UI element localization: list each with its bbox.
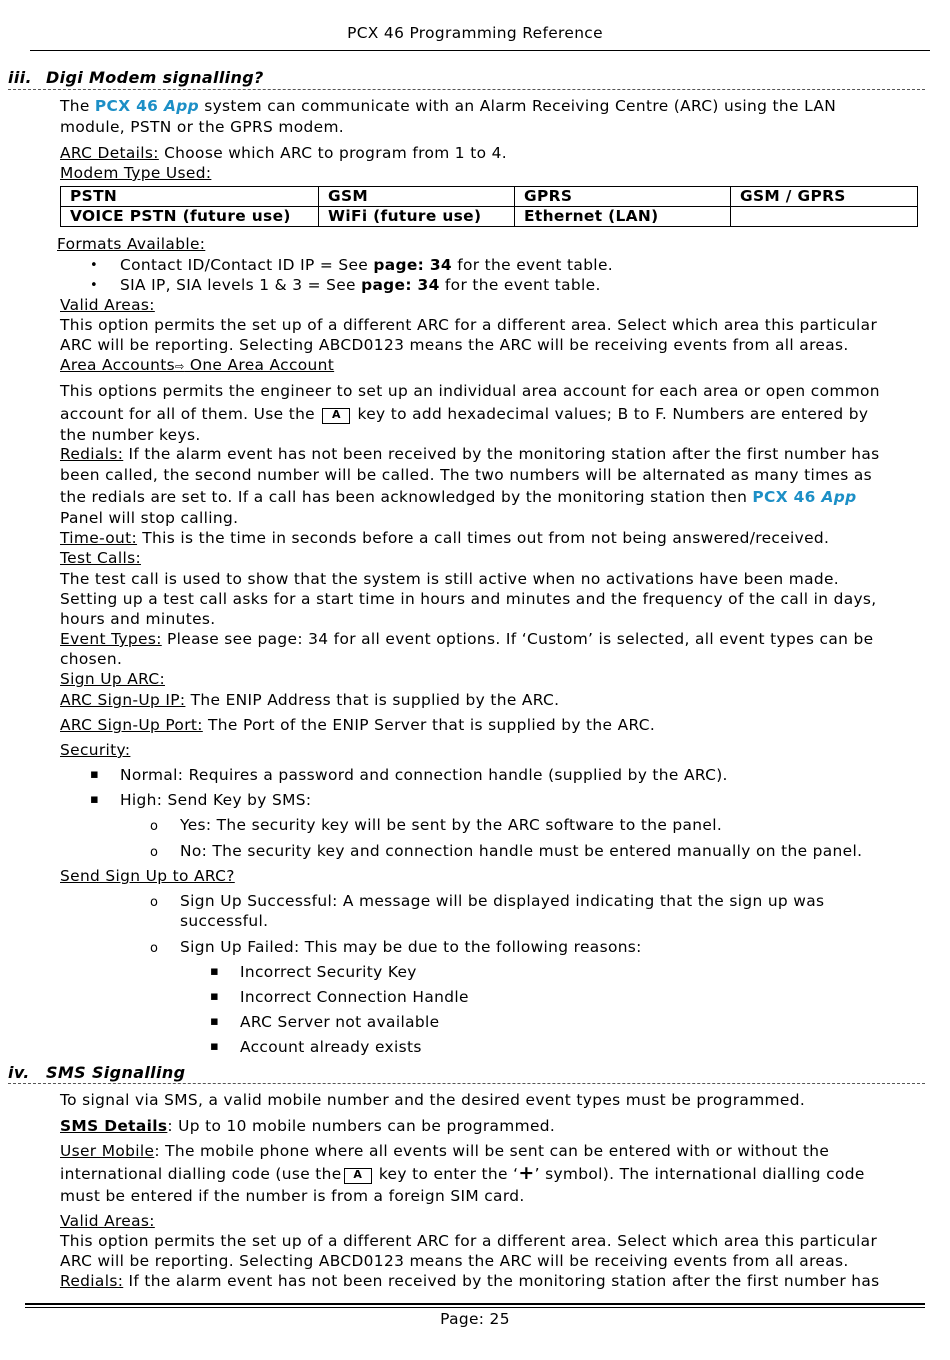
intro-line-1 xyxy=(60,97,836,115)
bullet-square-icon: ▪ xyxy=(90,767,100,782)
modem-type-table xyxy=(60,186,918,227)
footer-rule-thin xyxy=(25,1307,925,1308)
redials-label: Redials: xyxy=(60,445,124,463)
redials-line-1: Redials: If the alarm event has not been received by the monitoring station after the first number has xyxy=(60,445,880,463)
modem-type-label: Modem Type Used: xyxy=(60,164,212,182)
send-sign-up-label: Send Sign Up to ARC? xyxy=(60,867,235,885)
arc-details xyxy=(60,144,507,162)
bullet-circle-icon: o xyxy=(150,819,159,834)
list-item: Yes: The security key will be sent by the ARC software to the panel. xyxy=(180,816,723,834)
list-item: ARC Server not available xyxy=(240,1013,440,1031)
table-row xyxy=(61,207,918,227)
section-iii-heading xyxy=(8,68,264,87)
key-a-icon: A xyxy=(322,408,350,424)
sign-up-arc-label: Sign Up ARC: xyxy=(60,670,165,688)
test-calls-label: Test Calls: xyxy=(60,549,141,567)
list-item: Sign Up Failed: This may be due to the following reasons: xyxy=(180,938,642,956)
list-item-continuation: successful. xyxy=(180,912,269,930)
arc-details-text: Choose which ARC to program from 1 to 4. xyxy=(158,144,507,162)
list-item: High: Send Key by SMS: xyxy=(120,791,312,809)
bullet-circle-icon: o xyxy=(150,941,159,956)
signup-ip: ARC Sign-Up IP: The ENIP Address that is supplied by the ARC. xyxy=(60,691,560,709)
bullet-square-icon: ▪ xyxy=(210,1014,220,1029)
bullet-square-icon: ▪ xyxy=(210,1039,220,1054)
page-header-title: PCX 46 Programming Reference xyxy=(347,24,603,42)
user-mobile-line-1: User Mobile: The mobile phone where all events will be sent can be entered with or without the xyxy=(60,1142,830,1160)
user-mobile-line-3: must be entered if the number is from a foreign SIM card. xyxy=(60,1187,525,1205)
plus-icon: + xyxy=(518,1162,535,1184)
table-cell: GSM / GPRS xyxy=(731,187,918,207)
security-label: Security: xyxy=(60,741,131,759)
area-accounts-line-3: the number keys. xyxy=(60,426,201,444)
arrow-right-icon: ⇨ xyxy=(175,360,185,373)
sms-details-label: SMS Details xyxy=(60,1117,168,1135)
footer-rule xyxy=(25,1303,925,1305)
bullet-circle-icon: o xyxy=(150,895,159,910)
valid-areas-line: This option permits the set up of a different ARC for a different area. Select which area this particular xyxy=(60,316,878,334)
sms-valid-areas-label: Valid Areas: xyxy=(60,1212,155,1230)
timeout-label: Time-out: xyxy=(60,529,138,547)
list-item: Incorrect Security Key xyxy=(240,963,417,981)
table-cell: PSTN xyxy=(61,187,319,207)
list-item: Incorrect Connection Handle xyxy=(240,988,469,1006)
section-iv-heading xyxy=(8,1063,185,1082)
brand-name: PCX 46 App xyxy=(94,97,199,115)
sms-details: SMS Details: Up to 10 mobile numbers can be programmed. xyxy=(60,1117,556,1135)
bullet-square-icon: ▪ xyxy=(90,792,100,807)
list-item: Account already exists xyxy=(240,1038,422,1056)
section-iii-number: iii. xyxy=(8,68,32,87)
user-mobile-line-2: international dialling code (use the A key to enter the ‘+’ symbol). The international dialling code xyxy=(60,1162,865,1184)
event-types-label: Event Types: xyxy=(60,630,162,648)
arc-details-label: ARC Details: xyxy=(60,144,159,162)
page-number: Page: 25 xyxy=(440,1310,510,1328)
redials-line-4: Panel will stop calling. xyxy=(60,509,239,527)
intro-line-2: module, PSTN or the GPRS modem. xyxy=(60,118,345,136)
sms-redials-label: Redials: xyxy=(60,1272,124,1290)
area-accounts-heading xyxy=(60,356,334,374)
table-cell: Ethernet (LAN) xyxy=(515,207,731,227)
section-iv-divider xyxy=(8,1083,925,1084)
redials-line-3: the redials are set to. If a call has been acknowledged by the monitoring station then PCX 46 App xyxy=(60,488,857,506)
section-iv-title: SMS Signalling xyxy=(46,1063,186,1082)
list-item: Contact ID/Contact ID IP = See page: 34 for the event table. xyxy=(120,256,613,274)
event-types-line-1: Event Types: Please see page: 34 for all event options. If ‘Custom’ is selected, all event types can be xyxy=(60,630,874,648)
signup-ip-label: ARC Sign-Up IP: xyxy=(60,691,186,709)
table-cell: GSM xyxy=(319,187,515,207)
list-item: Sign Up Successful: A message will be displayed indicating that the sign up was xyxy=(180,892,825,910)
area-accounts-label: Area Accounts xyxy=(60,356,176,374)
signup-port: ARC Sign-Up Port: The Port of the ENIP Server that is supplied by the ARC. xyxy=(60,716,656,734)
test-calls-line: hours and minutes. xyxy=(60,610,216,628)
bullet-disc-icon: • xyxy=(90,258,99,273)
signup-port-label: ARC Sign-Up Port: xyxy=(60,716,203,734)
sms-redials-line: Redials: If the alarm event has not been received by the monitoring station after the first number has xyxy=(60,1272,880,1290)
section-iii-divider xyxy=(8,89,925,90)
user-mobile-label: User Mobile xyxy=(60,1142,155,1160)
formats-label: Formats Available: xyxy=(57,235,206,253)
valid-areas-line: ARC will be reporting. Selecting ABCD0123 means the ARC will be receiving events from all areas. xyxy=(60,336,849,354)
table-cell xyxy=(731,207,918,227)
sms-valid-areas-line: ARC will be reporting. Selecting ABCD0123 means the ARC will be receiving events from all areas. xyxy=(60,1252,849,1270)
timeout: Time-out: This is the time in seconds before a call times out from not being answered/received. xyxy=(60,529,830,547)
bullet-square-icon: ▪ xyxy=(210,964,220,979)
test-calls-line: Setting up a test call asks for a start time in hours and minutes and the frequency of the call in days, xyxy=(60,590,877,608)
bullet-square-icon: ▪ xyxy=(210,989,220,1004)
table-row xyxy=(61,187,918,207)
list-item: SIA IP, SIA levels 1 & 3 = See page: 34 for the event table. xyxy=(120,276,601,294)
key-a-icon: A xyxy=(344,1168,372,1184)
section-iv-number: iv. xyxy=(8,1063,30,1082)
intro-pre: The xyxy=(60,97,95,115)
section-iii-title: Digi Modem signalling? xyxy=(46,68,264,87)
area-accounts-line-2: account for all of them. Use the A key to add hexadecimal values; B to F. Numbers are entered by xyxy=(60,405,869,423)
area-accounts-line-1: This options permits the engineer to set up an individual area account for each area or open common xyxy=(60,382,880,400)
list-item: Normal: Requires a password and connection handle (supplied by the ARC). xyxy=(120,766,728,784)
test-calls-line: The test call is used to show that the system is still active when no activations have been made. xyxy=(60,570,840,588)
table-cell: GPRS xyxy=(515,187,731,207)
list-item: No: The security key and connection handle must be entered manually on the panel. xyxy=(180,842,863,860)
sms-intro: To signal via SMS, a valid mobile number and the desired event types must be programmed. xyxy=(60,1091,806,1109)
intro-post: system can communicate with an Alarm Receiving Centre (ARC) using the LAN xyxy=(198,97,837,115)
brand-name: PCX 46 App xyxy=(752,488,857,506)
redials-line-2: been called, the second number will be called. The two numbers will be alternated as many times as xyxy=(60,466,873,484)
bullet-circle-icon: o xyxy=(150,845,159,860)
table-cell: VOICE PSTN (future use) xyxy=(61,207,319,227)
bullet-disc-icon: • xyxy=(90,278,99,293)
table-cell: WiFi (future use) xyxy=(319,207,515,227)
valid-areas-label: Valid Areas: xyxy=(60,296,155,314)
sms-valid-areas-line: This option permits the set up of a different ARC for a different area. Select which area this particular xyxy=(60,1232,878,1250)
event-types-line-2: chosen. xyxy=(60,650,123,668)
area-accounts-option: One Area Account xyxy=(184,356,335,374)
header-rule xyxy=(30,50,930,51)
